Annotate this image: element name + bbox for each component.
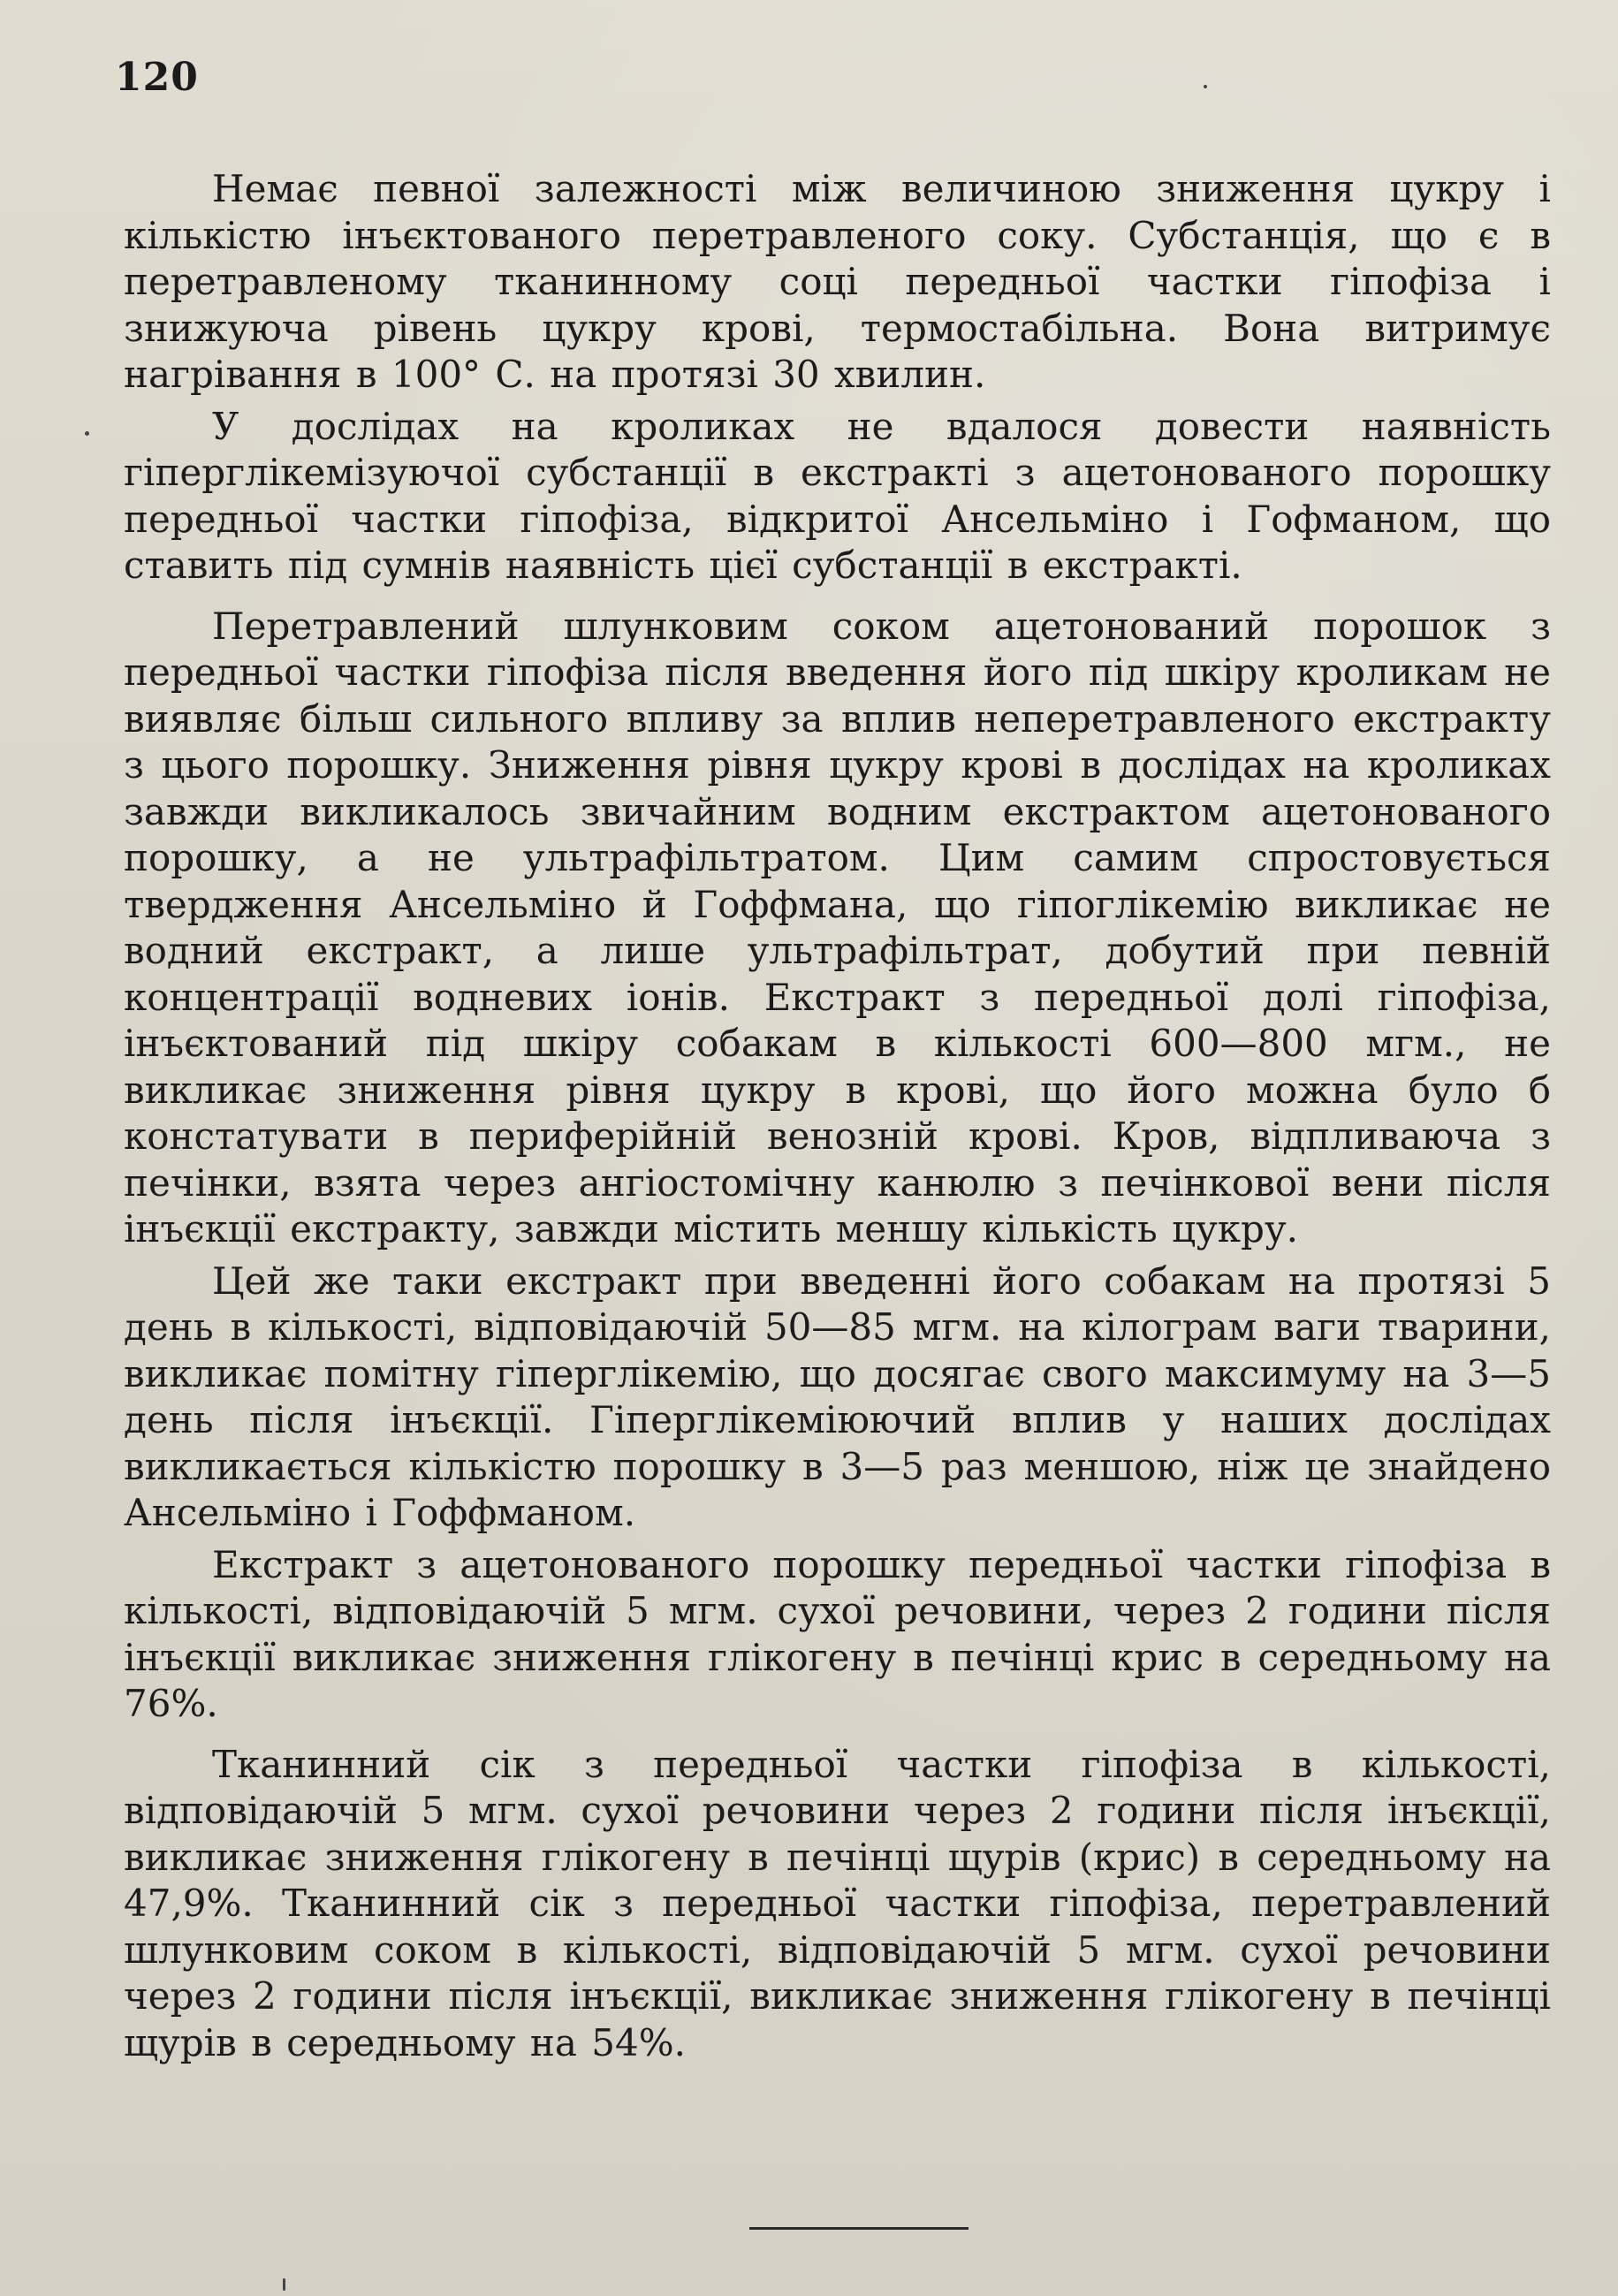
body-text	[124, 166, 1551, 2066]
end-divider	[749, 2227, 969, 2230]
print-speck	[85, 431, 89, 436]
page-number: 120	[115, 55, 199, 100]
paragraph-4: Цей же таки екстракт при введенні його собакам на протязі 5 день в кількості, відповідаючій 50—85 мгм. на кілограм ваги тварини, викликає помітну гіперглікемію, що досягає свого максимуму на 3—5 день після інъєкції. Гіперглікеміюючий вплив у наших дослідах викликається кількістю порошку в 3—5 раз меншою, ніж це знайдено Ансельміно і Гоффманом.	[124, 1258, 1551, 1534]
print-speck	[1204, 85, 1207, 88]
print-speck	[283, 2278, 285, 2291]
paragraph-2: У дослідах на кроликах не вдалося довести наявність гіперглікемізуючої субстанції в екстракті з ацетонованого порошку передньої частки гіпофіза, відкритої Ансельміно і Гофманом, що ставить під сумнів наявність цієї субстанції в екстракті.	[124, 404, 1551, 587]
paragraph-6: Тканинний сік з передньої частки гіпофіза в кількості, відповідаючій 5 мгм. сухої речовини через 2 години після інъєкції, викликає зниження глікогену в печінці щурів (крис) в середньому на 47,9%. Тканинний сік з передньої частки гіпофіза, перетравлений шлунковим соком в кількості, відповідаючій 5 мгм. сухої речовини через 2 години після інъєкції, викликає зниження глікогену в печінці щурів в середньому на 54%.	[124, 1742, 1551, 2064]
paragraph-1: Немає певної залежності між величиною зниження цукру і кількістю інъєктованого перетравленого соку. Субстанція, що є в перетравленому тканинному соці передньої частки гіпофіза і знижуюча рівень цукру крові, термостабільна. Вона витримує нагрівання в 100° С. на протязі 30 хвилин.	[124, 167, 1551, 396]
paragraph-3: Перетравлений шлунковим соком ацетонований порошок з передньої частки гіпофіза після введення його під шкіру кроликам не виявляє більш сильного впливу за вплив неперетравленого екстракту з цього порошку. Зниження рівня цукру крові в дослідах на кроликах завжди викликалось звичайним водним екстрактом ацетонованого порошку, а не ультрафільтратом. Цим самим спростовується твердження Ансельміно й Гоффмана, що гіпоглікемію викликає не водний екстракт, а лише ультрафільтрат, добутий при певній концентрації водневих іонів. Екстракт з передньої долі гіпофіза, інъєктований під шкіру собакам в кількості 600—800 мгм., не викликає зниження рівня цукру в крові, що його можна було б констатувати в периферійній венозній крові. Кров, відпливаюча з печінки, взята через ангіостомічну канюлю з печінкової вени після інъєкції екстракту, завжди містить меншу кількість цукру.	[124, 604, 1551, 1251]
paragraph-5: Екстракт з ацетонованого порошку передньої частки гіпофіза в кількості, відповідаючій 5 мгм. сухої речовини, через 2 години після інъєкції викликає зниження глікогену в печінці крис в середньому на 76%.	[124, 1542, 1551, 1725]
